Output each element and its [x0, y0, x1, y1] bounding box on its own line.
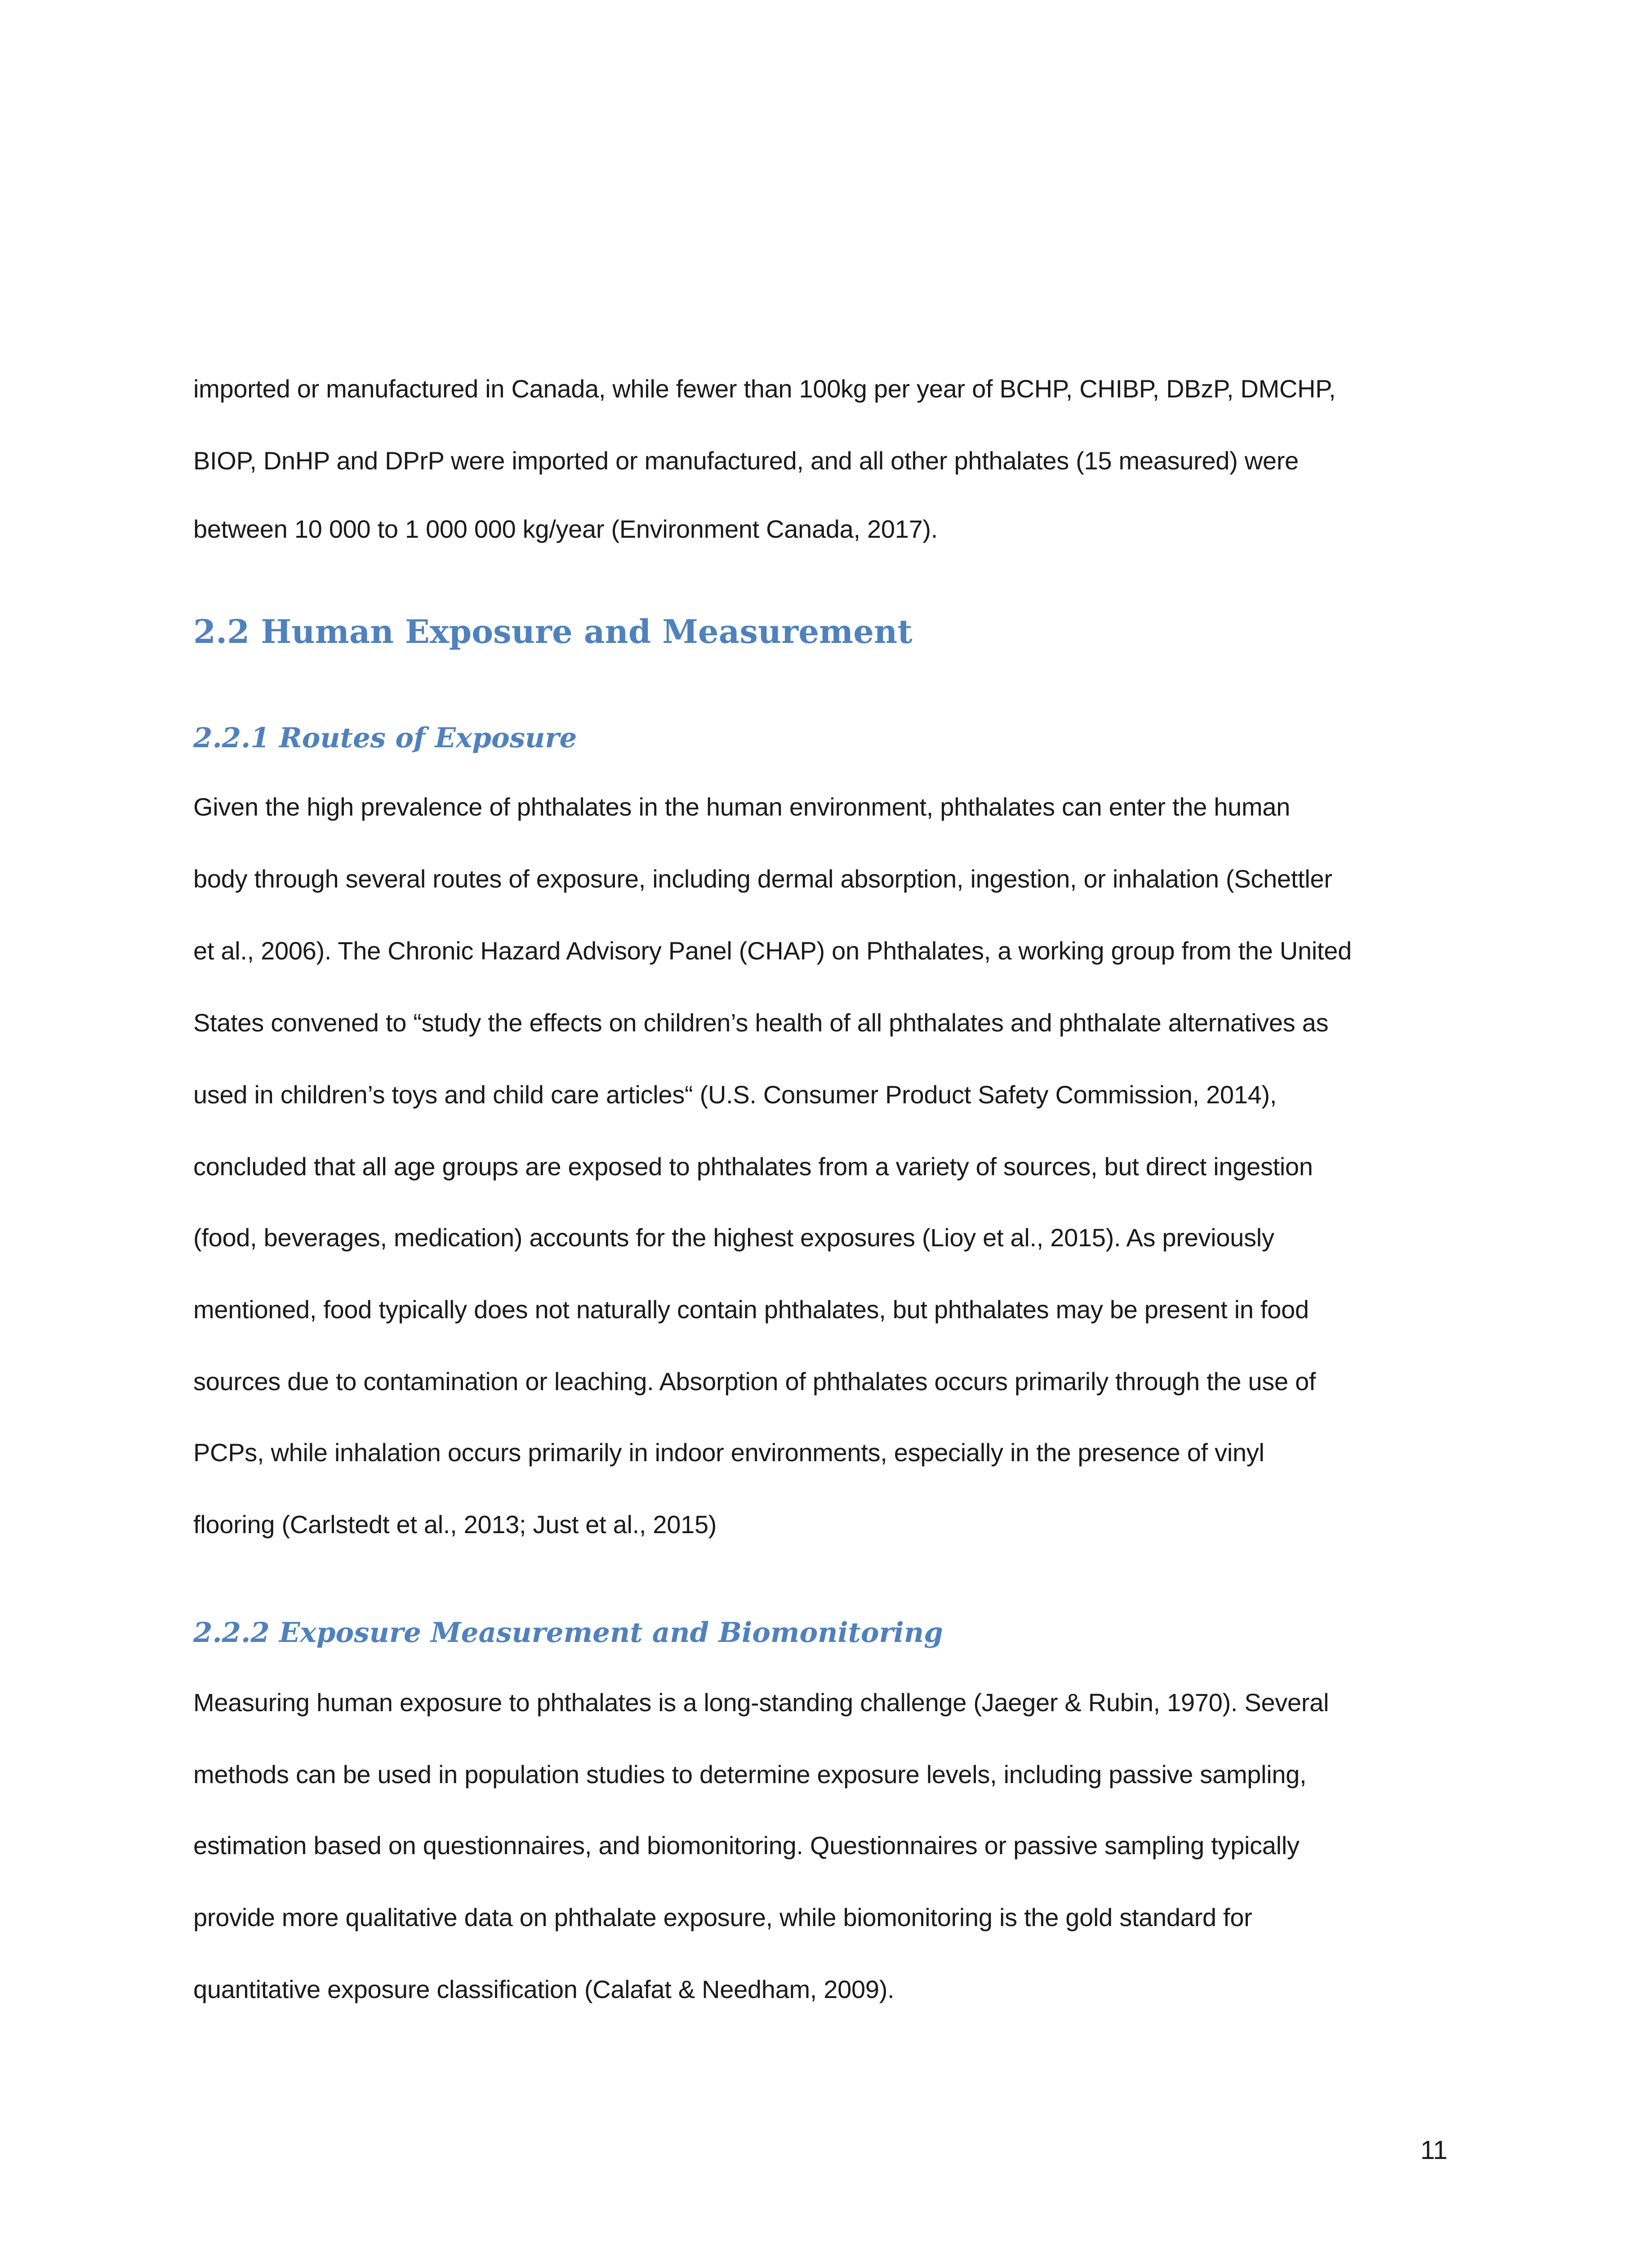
- paragraph-line: et al., 2006). The Chronic Hazard Advisory Panel (CHAP) on Phthalates, a working group from the United: [193, 937, 1352, 965]
- paragraph-line: estimation based on questionnaires, and biomonitoring. Questionnaires or passive sampling typically: [193, 1831, 1300, 1860]
- subsection-heading-2-2-1: 2.2.1 Routes of Exposure: [193, 722, 577, 754]
- paragraph-line: provide more qualitative data on phthalate exposure, while biomonitoring is the gold standard for: [193, 1903, 1252, 1931]
- section-heading-2-2: 2.2 Human Exposure and Measurement: [193, 612, 913, 651]
- paragraph-line: Measuring human exposure to phthalates is a long-standing challenge (Jaeger & Rubin, 1970). Several: [193, 1688, 1329, 1717]
- paragraph-line: mentioned, food typically does not naturally contain phthalates, but phthalates may be present in food: [193, 1295, 1309, 1324]
- paragraph-line: Given the high prevalence of phthalates in the human environment, phthalates can enter the human: [193, 793, 1290, 821]
- paragraph-line: States convened to “study the effects on children’s health of all phthalates and phthalate alternatives as: [193, 1008, 1329, 1037]
- paragraph-line: concluded that all age groups are exposed to phthalates from a variety of sources, but direct ingestion: [193, 1152, 1313, 1181]
- paragraph-line: sources due to contamination or leaching. Absorption of phthalates occurs primarily through the use of: [193, 1367, 1316, 1396]
- paragraph-line: used in children’s toys and child care articles“ (U.S. Consumer Product Safety Commission, 2014),: [193, 1080, 1277, 1109]
- paragraph-line: flooring (Carlstedt et al., 2013; Just et al., 2015): [193, 1510, 717, 1539]
- page-number: 11: [1420, 2136, 1447, 2165]
- paragraph-line: quantitative exposure classification (Calafat & Needham, 2009).: [193, 1975, 895, 2003]
- paragraph-line: BIOP, DnHP and DPrP were imported or manufactured, and all other phthalates (15 measured) were: [193, 446, 1299, 475]
- paragraph-line: between 10 000 to 1 000 000 kg/year (Environment Canada, 2017).: [193, 515, 938, 543]
- paragraph-line: PCPs, while inhalation occurs primarily in indoor environments, especially in the presence of vinyl: [193, 1438, 1265, 1467]
- paragraph-line: imported or manufactured in Canada, while fewer than 100kg per year of BCHP, CHIBP, DBzP, DMCHP,: [193, 375, 1336, 403]
- paragraph-line: (food, beverages, medication) accounts for the highest exposures (Lioy et al., 2015). As previously: [193, 1223, 1274, 1252]
- paragraph-line: methods can be used in population studies to determine exposure levels, including passive sampling,: [193, 1760, 1307, 1789]
- subsection-heading-2-2-2: 2.2.2 Exposure Measurement and Biomonitoring: [193, 1617, 943, 1649]
- paragraph-line: body through several routes of exposure, including dermal absorption, ingestion, or inhalation (Schettler: [193, 865, 1332, 893]
